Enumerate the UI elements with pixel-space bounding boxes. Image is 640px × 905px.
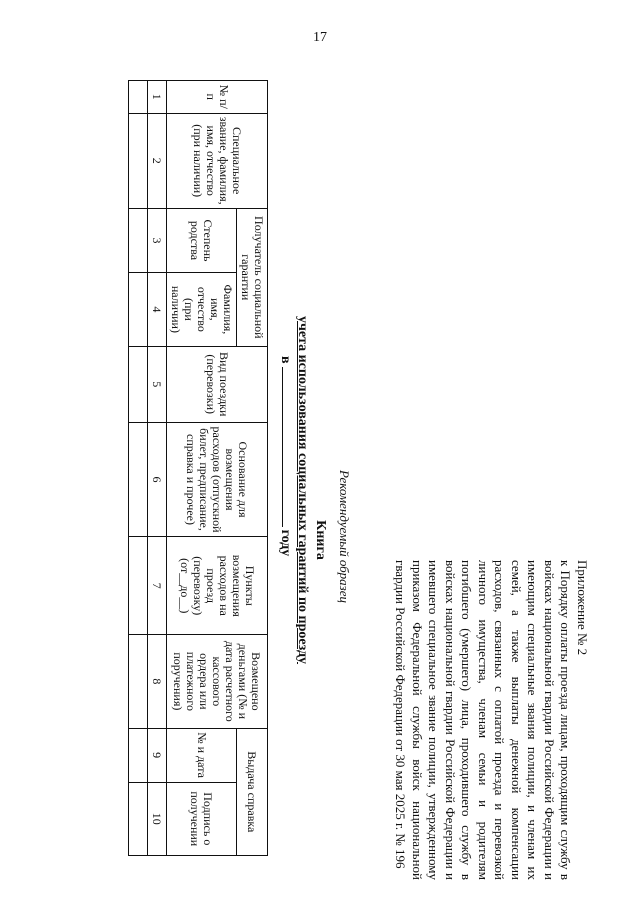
table-cell bbox=[129, 81, 148, 114]
column-number: 1 bbox=[148, 81, 167, 114]
table-cell bbox=[129, 782, 148, 855]
table-cell bbox=[129, 273, 148, 347]
page-number: 17 bbox=[313, 30, 327, 45]
appendix-block bbox=[392, 560, 590, 880]
col-refunded-header: Возмещено деньгами (№ и дата расчетного кассового ордера или платежного поручения) bbox=[167, 635, 268, 728]
book-subtitle: учета использования социальных гарантий по проезду bbox=[295, 315, 310, 665]
col-recipient-name-header: Фамилия, имя, отчество (при наличии) bbox=[167, 273, 237, 347]
year-suffix: году bbox=[278, 529, 293, 557]
table-cell bbox=[129, 422, 148, 537]
year-prefix: в bbox=[278, 356, 293, 364]
col-kinship-header: Степень родства bbox=[167, 208, 237, 272]
col-recipient-group-header: Получатель социальной гарантии bbox=[237, 208, 268, 346]
col-num-header: № п/п bbox=[167, 81, 268, 114]
column-number: 8 bbox=[148, 635, 167, 728]
ledger-table bbox=[128, 80, 268, 856]
table-cell bbox=[129, 208, 148, 272]
col-certificate-group-header: Выдача справка bbox=[237, 728, 268, 855]
appendix-title: Приложение № 2 bbox=[575, 560, 590, 656]
column-number: 7 bbox=[148, 537, 167, 635]
table-cell bbox=[129, 113, 148, 208]
column-number: 4 bbox=[148, 273, 167, 347]
col-points-header: Пункты возмещения расходов на проезд (перевозку) (от__до__) bbox=[167, 537, 268, 635]
column-number: 6 bbox=[148, 422, 167, 537]
column-number: 5 bbox=[148, 346, 167, 422]
book-year-line bbox=[277, 356, 293, 556]
column-number-row bbox=[148, 81, 167, 856]
col-cert-signature-header: Подпись о получении bbox=[167, 782, 237, 855]
column-number: 9 bbox=[148, 728, 167, 782]
table-cell bbox=[129, 537, 148, 635]
table-cell bbox=[129, 635, 148, 728]
header-row-1 bbox=[237, 81, 268, 856]
col-cert-num-date-header: № и дата bbox=[167, 728, 237, 782]
col-employee-header: Специальное звание, фамилия, имя, отчество (при наличии) bbox=[167, 113, 268, 208]
book-title: Книга bbox=[313, 520, 328, 560]
column-number: 2 bbox=[148, 113, 167, 208]
table-cell bbox=[129, 346, 148, 422]
appendix-text: к Порядку оплаты проезда лицам, проходящим службу в войсках национальной гвардии Российской Федерации и имеющим специальные звания полиции, и членам их семей, а также выплаты денежной компенсации расходов, связанных с оплатой проезда и перевозкой личного имущества, членам семьи и родителям погибшего (умершего) лица, проходившего службу в войсках национальной гвардии Российской Федерации и имевшего специальное звание полиции, утвержденному приказом Федеральной службы войск национальной гвардии Российской Федерации от 30 мая 2025 г. № 196 bbox=[393, 560, 574, 880]
table-cell bbox=[129, 728, 148, 782]
rotated-page-content bbox=[40, 40, 600, 880]
column-number: 3 bbox=[148, 208, 167, 272]
column-number: 10 bbox=[148, 782, 167, 855]
col-basis-header: Основание для возмещения расходов (отпускной билет, предписание, справка и прочее) bbox=[167, 422, 268, 537]
sample-label: Рекомендуемый образец bbox=[337, 470, 352, 604]
col-trip-type-header: Вид поездки (перевозки) bbox=[167, 346, 268, 422]
empty-table-row bbox=[129, 81, 148, 856]
year-blank bbox=[282, 367, 283, 527]
